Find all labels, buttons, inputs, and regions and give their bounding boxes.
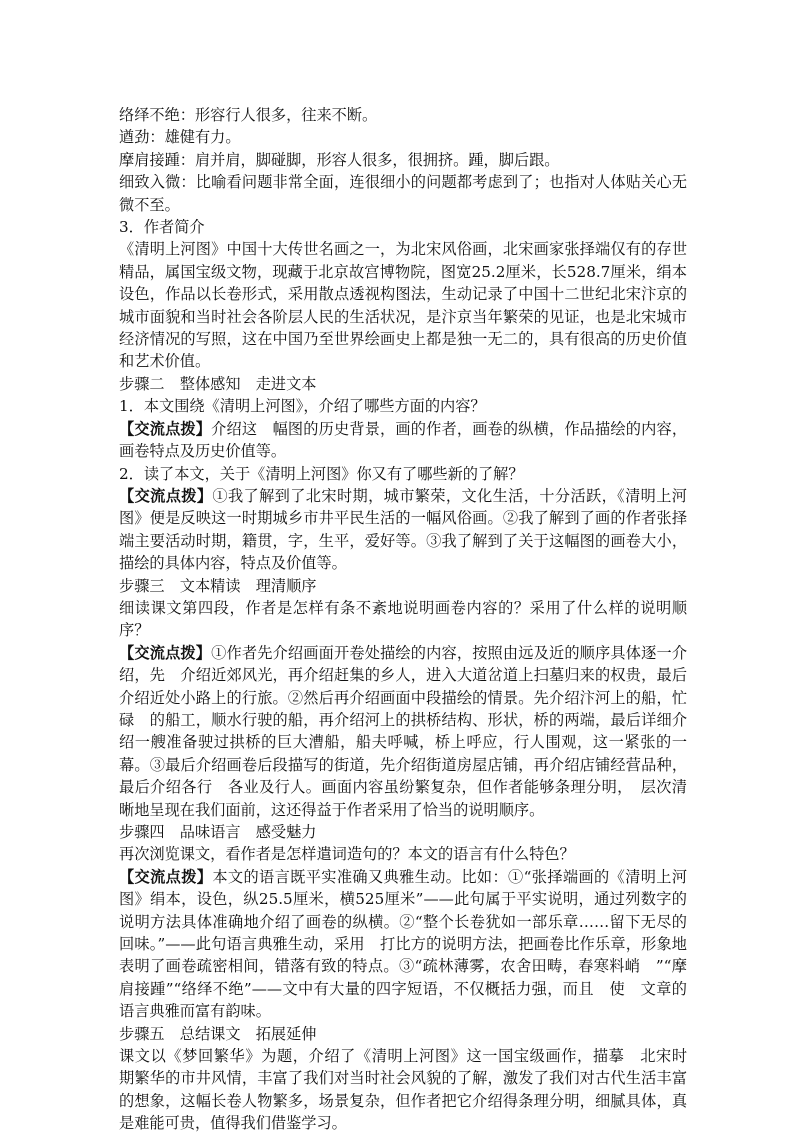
answer-text: ①作者先介绍画面开卷处描绘的内容，按照由远及近的顺序具体逐一介绍，先 介绍近郊风光，再介绍赶集的乡人，进入大道岔道上扫墓归来的权贵，最后介绍近处小路上的行旅。②然后再介绍画面中段描绘的情景。先介绍汴河上的船，忙碌 的船工，顺水行驶的船，再介绍河上的拱桥结构、形状，桥的两端，最后详细介绍一艘准备驶过拱桥的巨大漕船，船夫呼喊，桥上呼应，行人围观，这一紧张的一幕。③最后介绍画卷后段描写的街道，先介绍街道房屋店铺，再介绍店铺经营品种，最后介绍各行 各业及行人。画面内容虽纷繁复杂，但作者能够条理分明， 层次清晰地呈现在我们面前，这还得益于作者采用了恰当的说明顺序。 (119, 643, 688, 819)
answer-1 (119, 418, 687, 463)
answer-label: 【交流点拨】 (119, 419, 212, 438)
paragraph-summary: 课文以《梦回繁华》为题，介绍了《清明上河图》这一国宝级画作，描摹 北宋时 期繁华的市井风情，丰富了我们对当时社会风貌的了解，激发了我们对古代生活丰富的想象，这幅长卷人物繁多，场景复杂，但作者把它介绍得条理分明，细腻具体，真是难能可贵，值得我们借鉴学习。 (119, 1047, 703, 1133)
answer-label: 【交流点拨】 (119, 643, 212, 662)
section-heading-step4: 步骤四 品味语言 感受魅力 (119, 823, 317, 841)
answer-2 (119, 485, 687, 575)
answer-text: 本文的语言既平实准确又典雅生动。比如：①“张择端画的《清明上河图》绢本，设色，纵25.5厘米，横525厘米”——此句属于平实说明，通过列数字的说明方法具体准确地介绍了画卷的纵横。②“整个长卷犹如一部乐章……留下无尽的回味。”——此句语言典雅生动，采用 打比方的说明方法，把画卷比作乐章，形象地表明了画卷疏密相间，错落有致的特点。③“疏林薄雾，农舍田畴，春寒料峭 ”“摩肩接踵”“络绎不绝”——文中有大量的四字短语，不仅概括力强，而且 使 文章的语言典雅而富有韵味。 (119, 867, 688, 1021)
question-4: 再次浏览课文，看作者是怎样遣词造句的？本文的语言有什么特色？ (119, 845, 575, 864)
question-2: 2．读了本文，关于《清明上河图》你又有了哪些新的了解？ (119, 464, 524, 483)
paragraph-mojian: 摩肩接踵：肩并肩，脚碰脚，形容人很多，很拥挤。踵，脚后跟。 (119, 150, 560, 169)
question-1: 1．本文围绕《清明上河图》，介绍了哪些方面的内容？ (119, 397, 486, 416)
paragraph-qiujin: 遒劲：雄健有力。 (119, 128, 241, 147)
answer-text: ①我了解到了北宋时期，城市繁荣，文化生活，十分活跃，《清明上河图》便是反映这一时期城乡市井平民生活的一幅风俗画。②我了解到了画的作者张择端主要活动时期，籍贯，字，生平，爱好等。③我了解到了关于这幅图的画卷大小，描绘的具体内容，特点及价值等。 (119, 486, 687, 573)
section-heading-step2: 步骤二 整体感知 走进文本 (119, 374, 317, 393)
paragraph-luoyi: 络绎不绝：形容行人很多，往来不断。 (119, 106, 378, 124)
section-heading-step5: 步骤五 总结课文 拓展延伸 (119, 1024, 317, 1043)
question-3: 细读课文第四段，作者是怎样有条不紊地说明画卷内容的？采用了什么样的说明顺序？ (119, 598, 687, 640)
document-page (119, 104, 703, 1135)
paragraph-xizhi: 细致入微：比喻看问题非常全面，连很细小的问题都考虑到了；也指对人体贴关心无微不至。 (119, 173, 687, 214)
answer-label: 【交流点拨】 (119, 486, 213, 505)
answer-3 (119, 642, 687, 821)
answer-label: 【交流点拨】 (119, 867, 213, 886)
paragraph-author-intro: 《清明上河图》中国十大传世名画之一，为北宋风俗画，北宋画家张择端仅有的存世精品，属国宝级文物，现藏于北京故宫博物院，图宽25.2厘米，长528.7厘米，绢本设色，作品以长卷形式，采用散点透视构图法，生动记录了中国十二世纪北宋汴京的城市面貌和当时社会各阶层人民的生活状况，是汴京当年繁荣的见证，也是北宋城市经济情况的写照，这在中国乃至世界绘画史上都是独一无二的，具有很高的历史价值和艺术价值。 (119, 240, 687, 371)
section-heading-step3: 步骤三 文本精读 理清顺序 (119, 576, 317, 595)
answer-4 (119, 866, 687, 1023)
answer-text: 介绍这 幅图的历史背景，画的作者，画卷的纵横，作品描绘的内容，画卷特点及历史价值等。 (119, 419, 688, 461)
section-heading-author: 3．作者简介 (119, 218, 205, 237)
